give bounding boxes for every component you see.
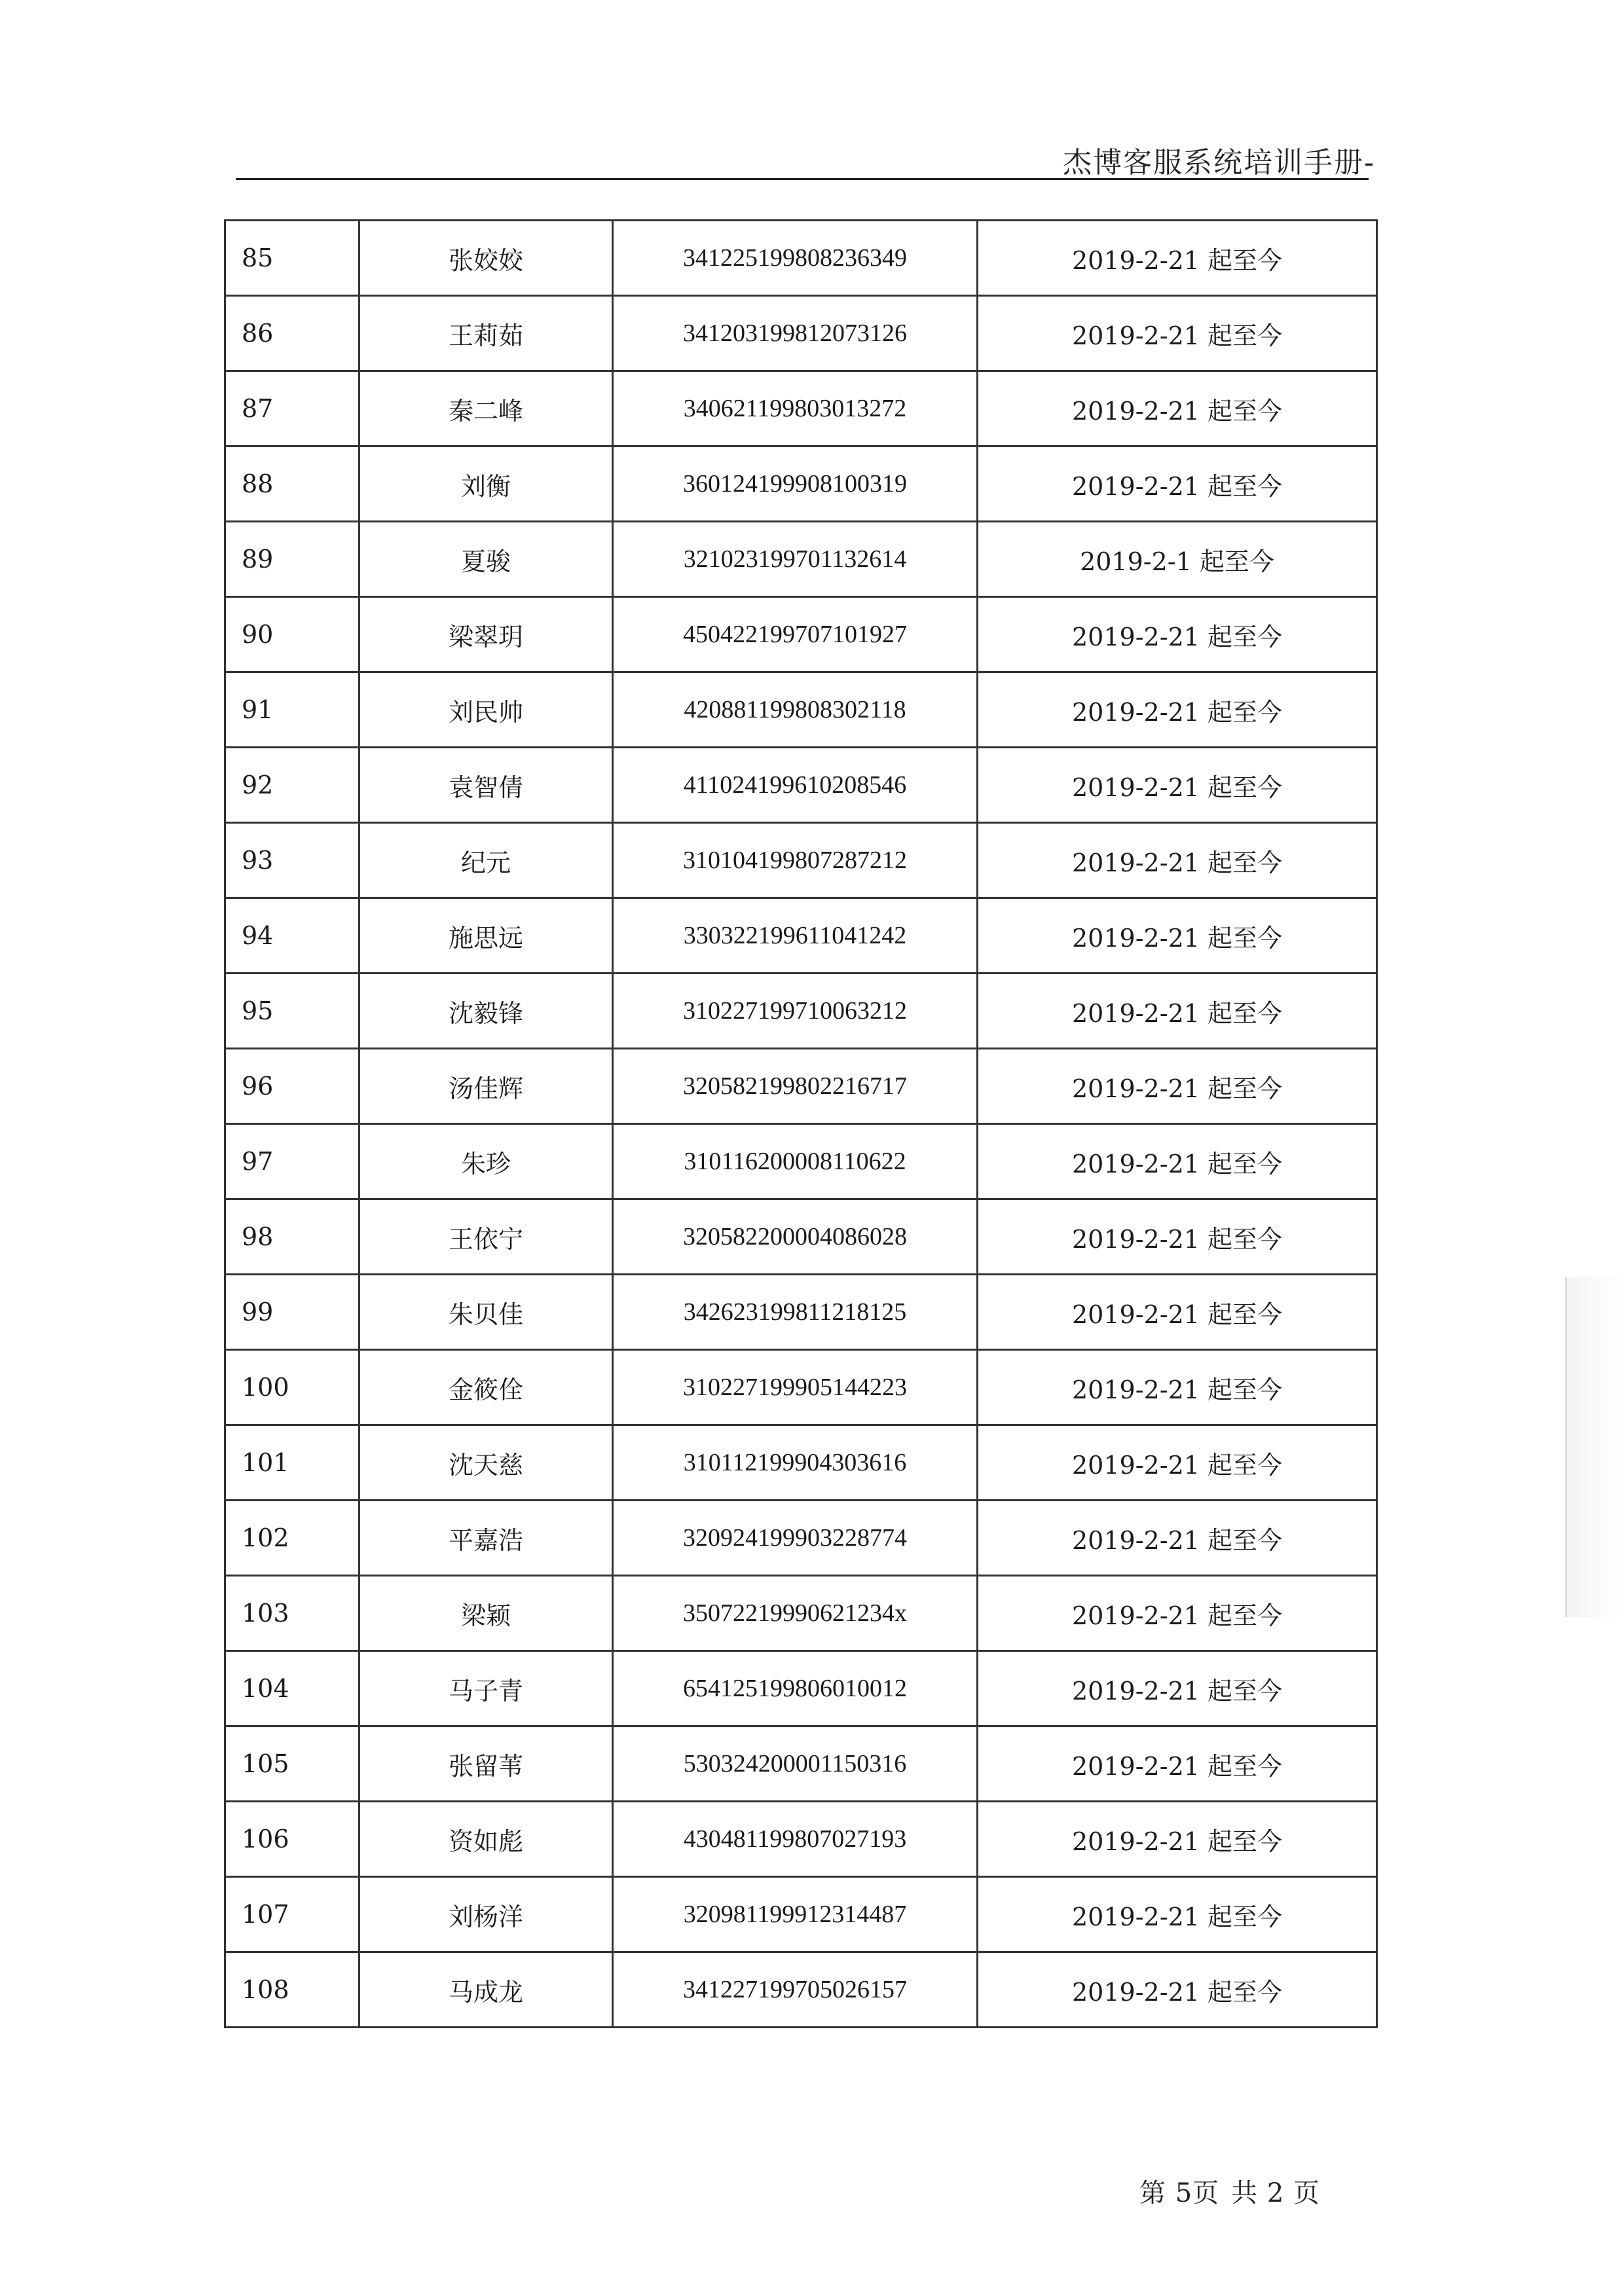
- id-number-cell: 420881199808302118: [613, 672, 978, 748]
- name-cell: 沈毅锋: [360, 974, 613, 1049]
- page-number: 第 5页: [1139, 2178, 1220, 2208]
- table-row: [225, 1199, 1377, 1275]
- id-number-cell: 340621199803013272: [613, 371, 978, 446]
- name-cell: 夏骏: [360, 522, 613, 597]
- id-number-cell: 320582199802216717: [613, 1049, 978, 1124]
- table-row: [225, 1350, 1377, 1425]
- id-number-cell: 341227199705026157: [613, 1952, 978, 2028]
- name-cell: 秦二峰: [360, 371, 613, 446]
- name-cell: 袁智倩: [360, 748, 613, 823]
- period-cell: 2019-2-21 起至今: [978, 371, 1377, 446]
- period-cell: 2019-2-21 起至今: [978, 1726, 1377, 1802]
- id-number-cell: 310227199905144223: [613, 1350, 978, 1425]
- row-number-cell: 103: [225, 1576, 360, 1651]
- name-cell: 张姣姣: [360, 221, 613, 296]
- table-row: [225, 672, 1377, 748]
- table-row: [225, 1501, 1377, 1576]
- period-cell: 2019-2-21 起至今: [978, 974, 1377, 1049]
- id-number-cell: 321023199701132614: [613, 522, 978, 597]
- period-cell: 2019-2-21 起至今: [978, 1425, 1377, 1501]
- table-row: [225, 522, 1377, 597]
- row-number-cell: 106: [225, 1802, 360, 1877]
- table-row: [225, 823, 1377, 898]
- row-number-cell: 98: [225, 1199, 360, 1275]
- row-number-cell: 104: [225, 1651, 360, 1726]
- row-number-cell: 96: [225, 1049, 360, 1124]
- period-cell: 2019-2-21 起至今: [978, 1049, 1377, 1124]
- name-cell: 汤佳辉: [360, 1049, 613, 1124]
- staff-table: [224, 219, 1378, 2028]
- id-number-cell: 310227199710063212: [613, 974, 978, 1049]
- period-cell: 2019-2-21 起至今: [978, 1501, 1377, 1576]
- period-cell: 2019-2-21 起至今: [978, 672, 1377, 748]
- row-number-cell: 105: [225, 1726, 360, 1802]
- table-row: [225, 1576, 1377, 1651]
- period-cell: 2019-2-1 起至今: [978, 522, 1377, 597]
- document-header-title: 杰博客服系统培训手册-: [1063, 146, 1375, 179]
- period-cell: 2019-2-21 起至今: [978, 296, 1377, 371]
- id-number-cell: 330322199611041242: [613, 898, 978, 974]
- id-number-cell: 341225199808236349: [613, 221, 978, 296]
- name-cell: 刘杨洋: [360, 1877, 613, 1952]
- row-number-cell: 99: [225, 1275, 360, 1350]
- staff-table-body: [225, 221, 1377, 2028]
- table-row: [225, 898, 1377, 974]
- period-cell: 2019-2-21 起至今: [978, 446, 1377, 522]
- table-row: [225, 1802, 1377, 1877]
- table-row: [225, 446, 1377, 522]
- seal-stamp-fragment: [1565, 1277, 1624, 1617]
- table-row: [225, 1124, 1377, 1199]
- row-number-cell: 92: [225, 748, 360, 823]
- name-cell: 梁翠玥: [360, 597, 613, 672]
- row-number-cell: 91: [225, 672, 360, 748]
- id-number-cell: 320924199903228774: [613, 1501, 978, 1576]
- header-divider: [236, 178, 1369, 180]
- period-cell: 2019-2-21 起至今: [978, 1275, 1377, 1350]
- table-row: [225, 371, 1377, 446]
- id-number-cell: 320582200004086028: [613, 1199, 978, 1275]
- id-number-cell: 341203199812073126: [613, 296, 978, 371]
- id-number-cell: 310104199807287212: [613, 823, 978, 898]
- row-number-cell: 94: [225, 898, 360, 974]
- name-cell: 施思远: [360, 898, 613, 974]
- name-cell: 刘民帅: [360, 672, 613, 748]
- row-number-cell: 97: [225, 1124, 360, 1199]
- name-cell: 沈天慈: [360, 1425, 613, 1501]
- row-number-cell: 108: [225, 1952, 360, 2028]
- name-cell: 金筱佺: [360, 1350, 613, 1425]
- table-row: [225, 1952, 1377, 2028]
- table-row: [225, 1275, 1377, 1350]
- name-cell: 张留苇: [360, 1726, 613, 1802]
- name-cell: 马成龙: [360, 1952, 613, 2028]
- id-number-cell: 35072219990621234x: [613, 1576, 978, 1651]
- row-number-cell: 93: [225, 823, 360, 898]
- table-row: [225, 221, 1377, 296]
- id-number-cell: 310112199904303616: [613, 1425, 978, 1501]
- name-cell: 刘衡: [360, 446, 613, 522]
- table-row: [225, 1651, 1377, 1726]
- period-cell: 2019-2-21 起至今: [978, 1802, 1377, 1877]
- period-cell: 2019-2-21 起至今: [978, 1877, 1377, 1952]
- row-number-cell: 90: [225, 597, 360, 672]
- id-number-cell: 342623199811218125: [613, 1275, 978, 1350]
- table-row: [225, 1049, 1377, 1124]
- table-row: [225, 597, 1377, 672]
- table-row: [225, 748, 1377, 823]
- table-row: [225, 974, 1377, 1049]
- period-cell: 2019-2-21 起至今: [978, 1952, 1377, 2028]
- row-number-cell: 102: [225, 1501, 360, 1576]
- period-cell: 2019-2-21 起至今: [978, 1651, 1377, 1726]
- period-cell: 2019-2-21 起至今: [978, 1199, 1377, 1275]
- id-number-cell: 450422199707101927: [613, 597, 978, 672]
- name-cell: 平嘉浩: [360, 1501, 613, 1576]
- period-cell: 2019-2-21 起至今: [978, 597, 1377, 672]
- name-cell: 王莉茹: [360, 296, 613, 371]
- name-cell: 朱珍: [360, 1124, 613, 1199]
- period-cell: 2019-2-21 起至今: [978, 1576, 1377, 1651]
- name-cell: 纪元: [360, 823, 613, 898]
- id-number-cell: 360124199908100319: [613, 446, 978, 522]
- row-number-cell: 87: [225, 371, 360, 446]
- period-cell: 2019-2-21 起至今: [978, 823, 1377, 898]
- name-cell: 马子青: [360, 1651, 613, 1726]
- id-number-cell: 320981199912314487: [613, 1877, 978, 1952]
- row-number-cell: 85: [225, 221, 360, 296]
- row-number-cell: 101: [225, 1425, 360, 1501]
- name-cell: 梁颖: [360, 1576, 613, 1651]
- row-number-cell: 95: [225, 974, 360, 1049]
- table-row: [225, 1425, 1377, 1501]
- id-number-cell: 654125199806010012: [613, 1651, 978, 1726]
- row-number-cell: 88: [225, 446, 360, 522]
- name-cell: 朱贝佳: [360, 1275, 613, 1350]
- row-number-cell: 100: [225, 1350, 360, 1425]
- table-row: [225, 1726, 1377, 1802]
- period-cell: 2019-2-21 起至今: [978, 748, 1377, 823]
- table-row: [225, 1877, 1377, 1952]
- period-cell: 2019-2-21 起至今: [978, 1350, 1377, 1425]
- id-number-cell: 411024199610208546: [613, 748, 978, 823]
- id-number-cell: 310116200008110622: [613, 1124, 978, 1199]
- id-number-cell: 530324200001150316: [613, 1726, 978, 1802]
- name-cell: 资如彪: [360, 1802, 613, 1877]
- name-cell: 王依宁: [360, 1199, 613, 1275]
- row-number-cell: 107: [225, 1877, 360, 1952]
- row-number-cell: 86: [225, 296, 360, 371]
- row-number-cell: 89: [225, 522, 360, 597]
- period-cell: 2019-2-21 起至今: [978, 898, 1377, 974]
- period-cell: 2019-2-21 起至今: [978, 221, 1377, 296]
- table-row: [225, 296, 1377, 371]
- page-footer: [1139, 2172, 1332, 2210]
- page-total: 共 2 页: [1231, 2178, 1321, 2208]
- id-number-cell: 430481199807027193: [613, 1802, 978, 1877]
- period-cell: 2019-2-21 起至今: [978, 1124, 1377, 1199]
